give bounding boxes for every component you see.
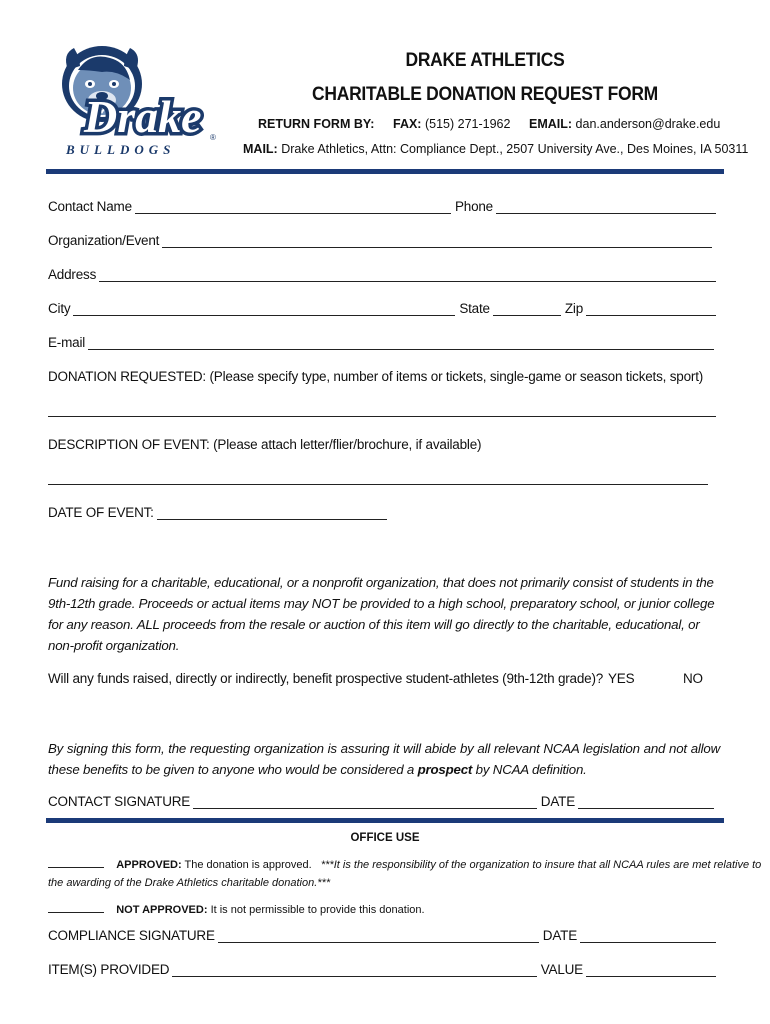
organization-label: Organization/Event <box>48 233 160 248</box>
fundraising-notice: Fund raising for a charitable, educational, or a nonprofit organization, that does not primarily consist of students in the 9th-12th grade. Proceeds or actual items may NOT be provided to a high school, preparatory school, or junior college for any reason. ALL proceeds from the resale or auction of this item will go directly to the charitable, educational, or non-profit organization. <box>48 575 715 653</box>
approved-text: The donation is approved. <box>184 859 312 871</box>
return-info <box>258 117 374 131</box>
fax-label: FAX: <box>393 117 422 131</box>
phone-field[interactable] <box>496 202 716 214</box>
state-field[interactable] <box>493 304 561 316</box>
office-use-heading: OFFICE USE <box>350 832 420 844</box>
zip-field[interactable] <box>586 304 716 316</box>
contact-signature-field[interactable] <box>193 797 537 809</box>
items-provided-row <box>48 962 716 977</box>
organization-row <box>48 233 716 248</box>
email-label: EMAIL: <box>529 117 573 131</box>
phone-label: Phone <box>454 199 493 214</box>
city-state-zip-row <box>48 301 716 316</box>
mail-value: Drake Athletics, Attn: Compliance Dept., 2507 University Ave., Des Moines, IA 50311 <box>281 142 749 156</box>
fax-value: (515) 271-1962 <box>424 117 511 131</box>
date-of-event-label: DATE OF EVENT: <box>48 505 154 520</box>
not-approved-label: NOT APPROVED: <box>116 904 208 916</box>
not-approved-blank[interactable] <box>48 903 104 913</box>
approved-blank[interactable] <box>48 858 104 868</box>
email-field[interactable] <box>88 338 714 350</box>
contact-signature-row <box>48 794 714 809</box>
answer-yes[interactable]: YES <box>608 671 635 686</box>
date-of-event-row <box>48 505 388 520</box>
compliance-signature-row <box>48 928 716 943</box>
header-divider <box>46 169 724 174</box>
address-row <box>48 267 716 282</box>
approved-note-line2: the awarding of the Drake Athletics charitable donation.*** <box>48 877 331 889</box>
contact-name-label: Contact Name <box>48 199 132 214</box>
city-field[interactable] <box>73 304 455 316</box>
answer-no[interactable]: NO <box>683 671 703 686</box>
address-label: Address <box>48 267 97 282</box>
approved-note-line1: ***It is the responsibility of the organization to insure that all NCAA rules are met relative to <box>320 859 762 871</box>
value-label: VALUE <box>540 962 583 977</box>
contact-signature-label: CONTACT SIGNATURE <box>48 794 191 809</box>
city-label: City <box>48 301 71 316</box>
assurance-text-part2: by NCAA definition. <box>475 762 587 777</box>
assurance-prospect-term: prospect <box>417 762 473 777</box>
description-field[interactable] <box>48 484 708 485</box>
email-field-label: E-mail <box>48 335 86 350</box>
email-info <box>529 117 720 131</box>
zip-label: Zip <box>564 301 583 316</box>
assurance-text-part1: By signing this form, the requesting organization is assuring it will abide by all relevant NCAA legislation and not allow these benefits to be given to anyone who would be considered a <box>48 741 720 777</box>
office-divider <box>46 818 724 823</box>
state-label: State <box>459 301 490 316</box>
signature-date-label: DATE <box>540 794 575 809</box>
compliance-date-field[interactable] <box>580 931 716 943</box>
description-label: DESCRIPTION OF EVENT: (Please attach letter/flier/brochure, if available) <box>48 437 482 452</box>
date-of-event-field[interactable] <box>157 508 387 520</box>
items-provided-label: ITEM(S) PROVIDED <box>48 962 170 977</box>
contact-name-field[interactable] <box>135 202 451 214</box>
ncaa-assurance-statement <box>48 738 720 780</box>
mail-label: MAIL: <box>243 142 278 156</box>
items-provided-field[interactable] <box>172 965 536 977</box>
compliance-signature-label: COMPLIANCE SIGNATURE <box>48 928 215 943</box>
mail-info <box>243 142 748 156</box>
return-label: RETURN FORM BY: <box>258 117 375 131</box>
donation-requested-label: DONATION REQUESTED: (Please specify type, number of items or tickets, single-game or season tickets, sport) <box>48 369 704 384</box>
compliance-date-label: DATE <box>542 928 577 943</box>
prospect-question: Will any funds raised, directly or indirectly, benefit prospective student-athletes (9th-12th grade)? <box>48 671 604 686</box>
logo-subtitle: BULLDOGS <box>66 142 176 157</box>
value-field[interactable] <box>586 965 716 977</box>
approved-label: APPROVED: <box>116 859 182 871</box>
donation-requested-field[interactable] <box>48 416 716 417</box>
contact-phone-row <box>48 199 716 214</box>
signature-date-field[interactable] <box>578 797 714 809</box>
email-row <box>48 335 716 350</box>
logo-registered-mark: ® <box>210 133 216 142</box>
not-approved-line <box>48 903 425 916</box>
approved-line <box>48 858 761 871</box>
email-value[interactable]: dan.anderson@drake.edu <box>575 117 721 131</box>
form-title-line1: DRAKE ATHLETICS <box>405 50 565 71</box>
organization-field[interactable] <box>162 236 712 248</box>
form-title-line2: CHARITABLE DONATION REQUEST FORM <box>312 84 658 105</box>
compliance-signature-field[interactable] <box>218 931 539 943</box>
not-approved-text: It is not permissible to provide this donation. <box>210 904 425 916</box>
logo-wordmark: Drake <box>84 91 202 142</box>
fax-info <box>393 117 510 131</box>
address-field[interactable] <box>99 270 716 282</box>
